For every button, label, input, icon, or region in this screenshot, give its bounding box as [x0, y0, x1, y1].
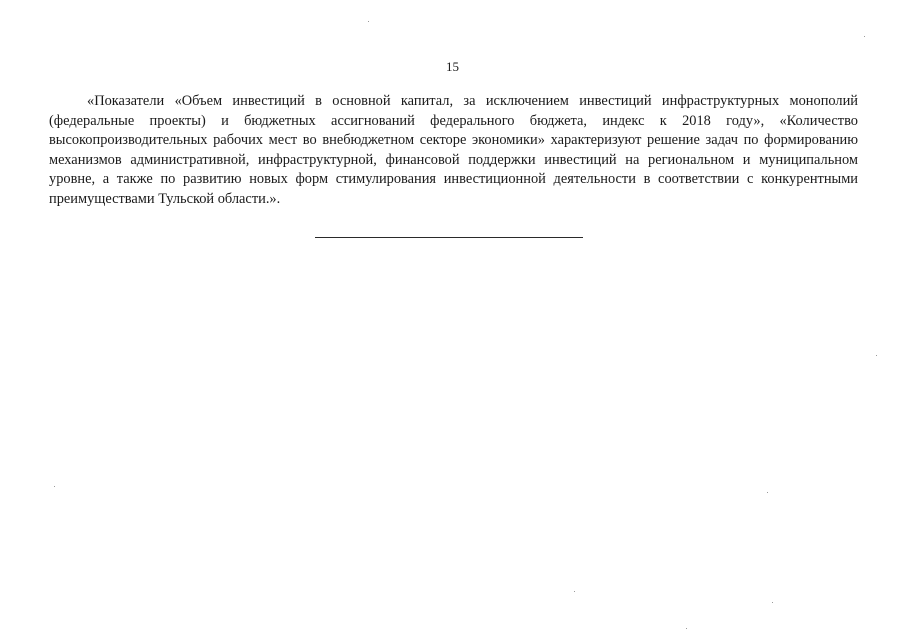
page-number: 15: [446, 59, 459, 74]
scan-speck: [772, 602, 773, 603]
scan-speck: [876, 355, 877, 356]
end-of-text-rule: [315, 237, 583, 238]
scan-speck: [368, 21, 369, 22]
scan-speck: [864, 36, 865, 37]
scan-speck: [54, 486, 55, 487]
body-paragraph: «Показатели «Объем инвестиций в основной капитал, за исключением инвестиций инфраструктурных монополий (федеральные проекты) и бюджетных ассигнований федерального бюджета, индекс к 2018 году», «Количество высокопроизводительных рабочих мест во внебюджетном секторе экономики» характеризуют решение задач по формированию механизмов административной, инфраструктурной, финансовой поддержки инвестиций на региональном и муниципальном уровне, а также по развитию новых форм стимулирования инвестиционной деятельности в соответствии с конкурентными преимуществами Тульской области.».: [49, 93, 858, 207]
scan-speck: [574, 591, 575, 592]
scan-speck: [686, 628, 687, 629]
scan-speck: [767, 492, 768, 493]
